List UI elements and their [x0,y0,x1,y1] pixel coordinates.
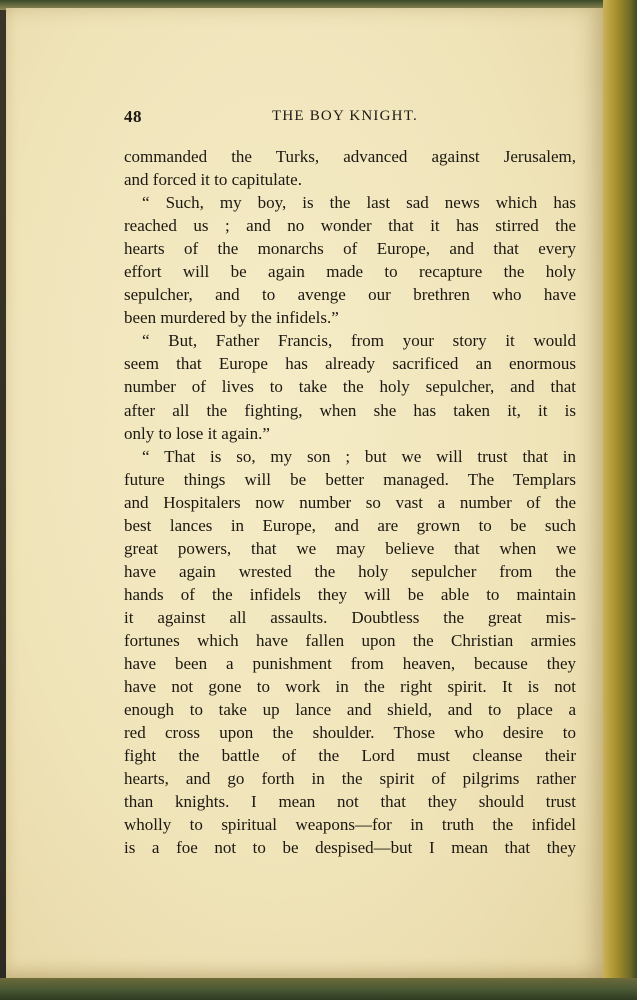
book-spine [603,0,637,1000]
page-number: 48 [124,107,142,126]
page-header [124,107,576,129]
text-line: have not gone to work in the right spirit. It is not [124,677,576,697]
text-line: best lances in Europe, and are grown to be such [124,515,576,535]
text-line: commanded the Turks, advanced against Jerusalem, [124,147,576,166]
text-line: been murdered by the infidels.” [124,308,339,328]
text-line: “ But, Father Francis, from your story it would [142,331,576,351]
text-line: “ That is so, my son ; but we will trust that in [142,446,576,466]
text-line: only to lose it again.” [124,423,270,443]
text-line: future things will be better managed. The Templars [124,469,576,489]
text-line: have been a punishment from heaven, because they [124,654,576,674]
text-line: effort will be again made to recapture the holy [124,262,576,282]
text-line: hearts, and go forth in the spirit of pilgrims rather [124,769,576,789]
running-title: THE BOY KNIGHT. [272,108,418,124]
text-line: red cross upon the shoulder. Those who desire to [124,723,576,743]
text-line: sepulcher, and to avenge our brethren who have [124,285,576,305]
text-line: great powers, that we may believe that when we [124,538,576,558]
text-line: it against all assaults. Doubtless the great mis- [124,607,576,627]
text-line: fight the battle of the Lord must cleanse their [124,746,576,766]
text-line: enough to take up lance and shield, and to place a [124,700,576,720]
text-line: “ Such, my boy, is the last sad news which has [142,193,576,213]
text-line: hands of the infidels they will be able to maintain [124,584,576,604]
text-line: reached us ; and no wonder that it has stirred the [124,216,576,236]
text-line: than knights. I mean not that they should trust [124,792,576,812]
body-text [124,145,576,859]
text-line: after all the fighting, when she has taken it, it is [124,400,576,420]
text-line: is a foe not to be despised—but I mean that they [124,838,576,858]
bottom-page-edge [0,978,637,1000]
text-line: wholly to spiritual weapons—for in truth the infidel [124,815,576,835]
text-line: and forced it to capitulate. [124,170,302,190]
text-line: number of lives to take the holy sepulcher, and that [124,377,576,397]
text-line: fortunes which have fallen upon the Christian armies [124,630,576,650]
text-line: have again wrested the holy sepulcher from the [124,561,576,581]
text-line: hearts of the monarchs of Europe, and that every [124,239,576,259]
text-line: seem that Europe has already sacrificed an enormous [124,354,576,374]
text-line: and Hospitalers now number so vast a number of the [124,492,576,512]
